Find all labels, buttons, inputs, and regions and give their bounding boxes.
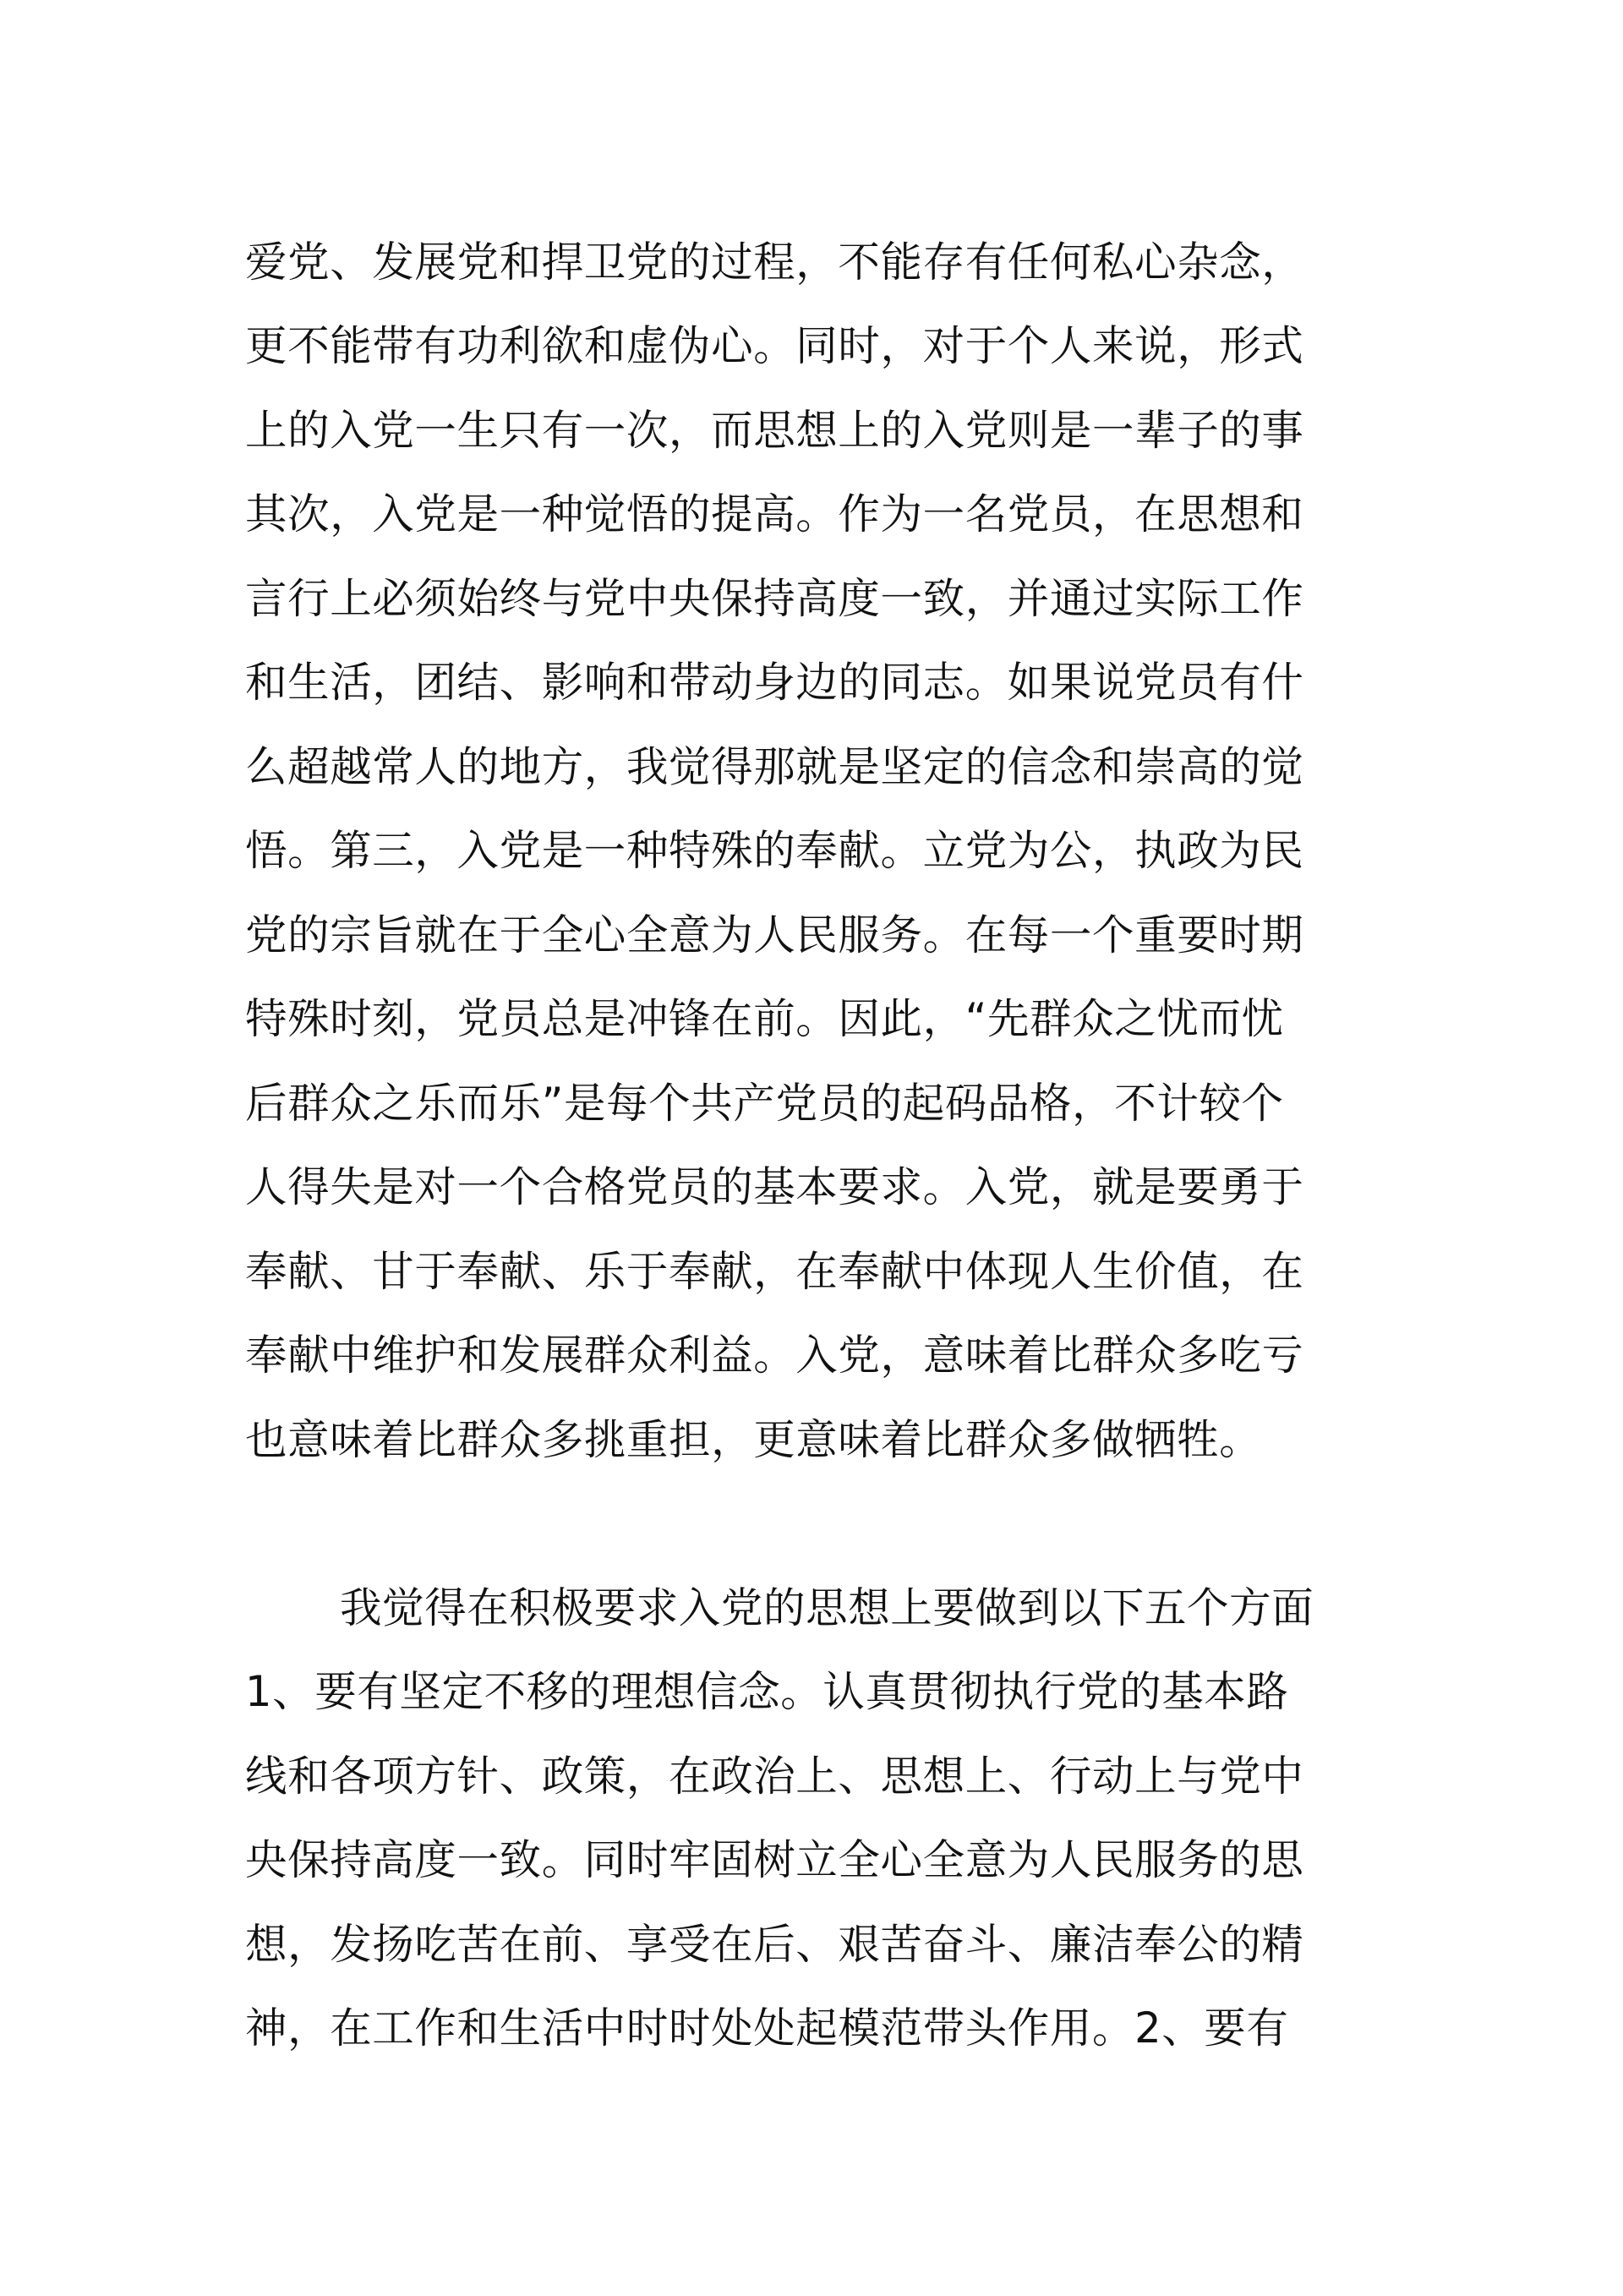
text-line: 其次，入党是一种觉悟的提高。作为一名党员，在思想和 [245,489,1304,538]
text-line: 1、要有坚定不移的理想信念。认真贯彻执行党的基本路 [245,1667,1289,1716]
text-line: 党的宗旨就在于全心全意为人民服务。在每一个重要时期 [245,910,1304,959]
text-line: 也意味着比群众多挑重担，更意味着比群众多做牺牲。 [245,1415,1262,1464]
text-line: 特殊时刻，党员总是冲锋在前。因此，“先群众之忧而忧 [245,994,1284,1043]
text-line: 想，发扬吃苦在前、享受在后、艰苦奋斗、廉洁奉公的精 [245,1920,1304,1969]
text-line: 爱党、发展党和捍卫党的过程，不能存有任何私心杂念， [245,238,1304,287]
text-line: 悟。第三，入党是一种特殊的奉献。立党为公，执政为民 [245,826,1304,875]
text-line: 奉献、甘于奉献、乐于奉献，在奉献中体现人生价值，在 [245,1247,1304,1296]
text-line: 言行上必须始终与党中央保持高度一致，并通过实际工作 [245,574,1304,623]
text-line: 央保持高度一致。同时牢固树立全心全意为人民服务的思 [245,1835,1304,1884]
text-line: 上的入党一生只有一次，而思想上的入党则是一辈子的事 [245,406,1304,455]
text-line: 和生活，团结、影响和带动身边的同志。如果说党员有什 [245,658,1304,707]
text-line: 人得失是对一个合格党员的基本要求。入党，就是要勇于 [245,1162,1304,1211]
text-line: 么超越常人的地方，我觉得那就是坚定的信念和崇高的觉 [245,742,1304,791]
text-line: 神，在工作和生活中时时处处起模范带头作用。2、要有 [245,2004,1289,2053]
text-line: 奉献中维护和发展群众利益。入党，意味着比群众多吃亏 [245,1331,1304,1380]
text-line: 我觉得在积极要求入党的思想上要做到以下五个方面 [340,1583,1314,1632]
text-line: 线和各项方针、政策，在政治上、思想上、行动上与党中 [245,1752,1304,1801]
text-line: 更不能带有功利欲和虚伪心。同时，对于个人来说，形式 [245,321,1304,370]
text-line: 后群众之乐而乐”是每个共产党员的起码品格，不计较个 [245,1079,1284,1128]
